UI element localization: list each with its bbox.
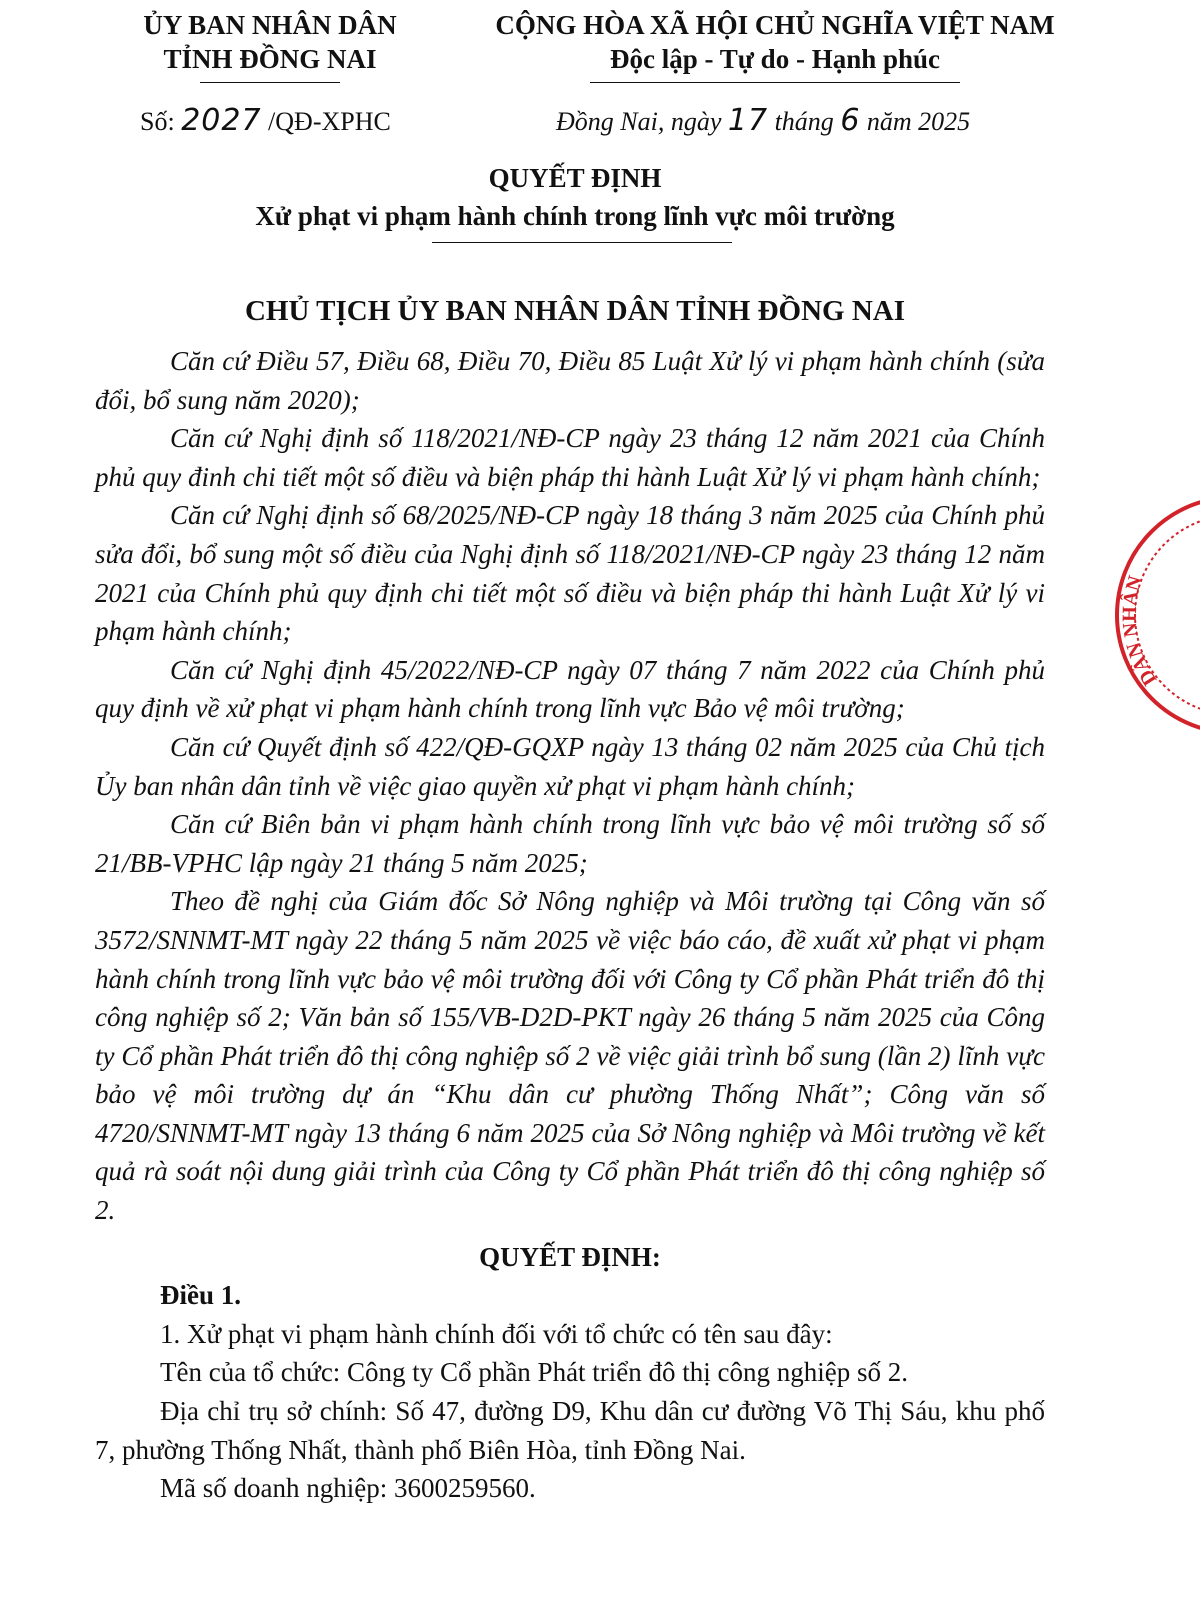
basis-paragraph: Căn cứ Nghị định số 68/2025/NĐ-CP ngày 18 tháng 3 năm 2025 của Chính phủ sửa đổi, bổ sung một số điều của Nghị định số 118/2021/NĐ-CP ngày 23 tháng 12 năm 2021 của Chính phủ quy định chi tiết một số điều và biện pháp thi hành Luật Xử lý vi phạm hành chính;	[95, 500, 1045, 647]
basis-paragraph: Căn cứ Nghị định 45/2022/NĐ-CP ngày 07 tháng 7 năm 2022 của Chính phủ quy định về xử phạt vi phạm hành chính trong lĩnh vực Bảo vệ môi trường;	[95, 654, 1045, 724]
date-month-label: tháng	[774, 107, 834, 136]
document-body	[95, 342, 1045, 1508]
nation-line-2: Độc lập - Tự do - Hạnh phúc	[609, 44, 941, 74]
number-handwritten: 2027	[181, 103, 262, 138]
document-subtitle: Xử phạt vi phạm hành chính trong lĩnh vực môi trường	[255, 201, 895, 231]
article-1-line: Mã số doanh nghiệp: 3600259560.	[160, 1473, 536, 1504]
issue-date	[556, 104, 970, 139]
national-motto	[470, 8, 1080, 76]
basis-paragraph: Căn cứ Điều 57, Điều 68, Điều 70, Điều 85 Luật Xử lý vi phạm hành chính (sửa đổi, bổ sung năm 2020);	[95, 346, 1045, 415]
issuing-organization	[120, 8, 420, 76]
document-number	[140, 104, 391, 139]
document-title: QUYẾT ĐỊNH	[488, 163, 662, 193]
article-1-line: Địa chỉ trụ sở chính: Số 47, đường D9, Khu dân cư đường Võ Thị Sáu, khu phố 7, phường Thống Nhất, thành phố Biên Hòa, tỉnh Đồng Nai.	[95, 1396, 1045, 1465]
authority-heading: CHỦ TỊCH ỦY BAN NHÂN DÂN TỈNH ĐỒNG NAI	[244, 295, 906, 327]
number-suffix: /QĐ-XPHC	[268, 107, 391, 136]
org-underline	[200, 82, 340, 83]
article-1-line: Tên của tổ chức: Công ty Cổ phần Phát triển đô thị công nghiệp số 2.	[160, 1357, 909, 1388]
decision-heading: QUYẾT ĐỊNH:	[479, 1241, 661, 1272]
title-underline	[432, 242, 732, 243]
basis-paragraph: Căn cứ Biên bản vi phạm hành chính trong lĩnh vực bảo vệ môi trường số số 21/BB-VPHC lập ngày 21 tháng 5 năm 2025;	[95, 809, 1045, 878]
seal-text: DÂN NHÂN	[1118, 573, 1162, 690]
legal-basis	[95, 342, 1045, 1230]
nation-line-1: CỘNG HÒA XÃ HỘI CHỦ NGHĨA VIỆT NAM	[495, 10, 1055, 40]
red-seal-stamp	[1085, 490, 1200, 740]
date-prefix: Đồng Nai, ngày	[556, 107, 722, 136]
decision-section	[95, 1238, 1045, 1508]
org-line-2: TỈNH ĐỒNG NAI	[163, 44, 377, 74]
date-month: 6	[840, 103, 861, 138]
org-line-1: ỦY BAN NHÂN DÂN	[143, 10, 397, 40]
article-1-line: 1. Xử phạt vi phạm hành chính đối với tổ chức có tên sau đây:	[160, 1318, 833, 1349]
article-1-title: Điều 1.	[160, 1280, 241, 1311]
motto-underline	[590, 82, 960, 83]
basis-paragraph: Căn cứ Quyết định số 422/QĐ-GQXP ngày 13 tháng 02 năm 2025 của Chủ tịch Ủy ban nhân dân tỉnh về việc giao quyền xử phạt vi phạm hành chính;	[95, 731, 1045, 801]
basis-paragraph: Theo đề nghị của Giám đốc Sở Nông nghiệp và Môi trường tại Công văn số 3572/SNNMT-MT ngày 22 tháng 5 năm 2025 về việc báo cáo, đề xuất xử phạt vi phạm hành chính trong lĩnh vực bảo vệ môi trường đối với Công ty Cổ phần Phát triển đô thị công nghiệp số 2; Văn bản số 155/VB-D2D-PKT ngày 26 tháng 5 năm 2025 của Công ty Cổ phần Phát triển đô thị công nghiệp số 2 về việc giải trình bổ sung (lần 2) lĩnh vực bảo vệ môi trường dự án “Khu dân cư phường Thống Nhất”; Công văn số 4720/SNNMT-MT ngày 13 tháng 6 năm 2025 của Sở Nông nghiệp và Môi trường về kết quả rà soát nội dung giải trình của Công ty Cổ phần Phát triển đô thị công nghiệp số 2.	[95, 886, 1045, 1226]
date-day: 17	[727, 103, 769, 138]
basis-paragraph: Căn cứ Nghị định số 118/2021/NĐ-CP ngày 23 tháng 12 năm 2021 của Chính phủ quy đinh chi tiết một số điều và biện pháp thi hành Luật Xử lý vi phạm hành chính;	[95, 423, 1045, 492]
number-prefix: Số:	[140, 107, 175, 136]
date-year: năm 2025	[866, 107, 971, 136]
